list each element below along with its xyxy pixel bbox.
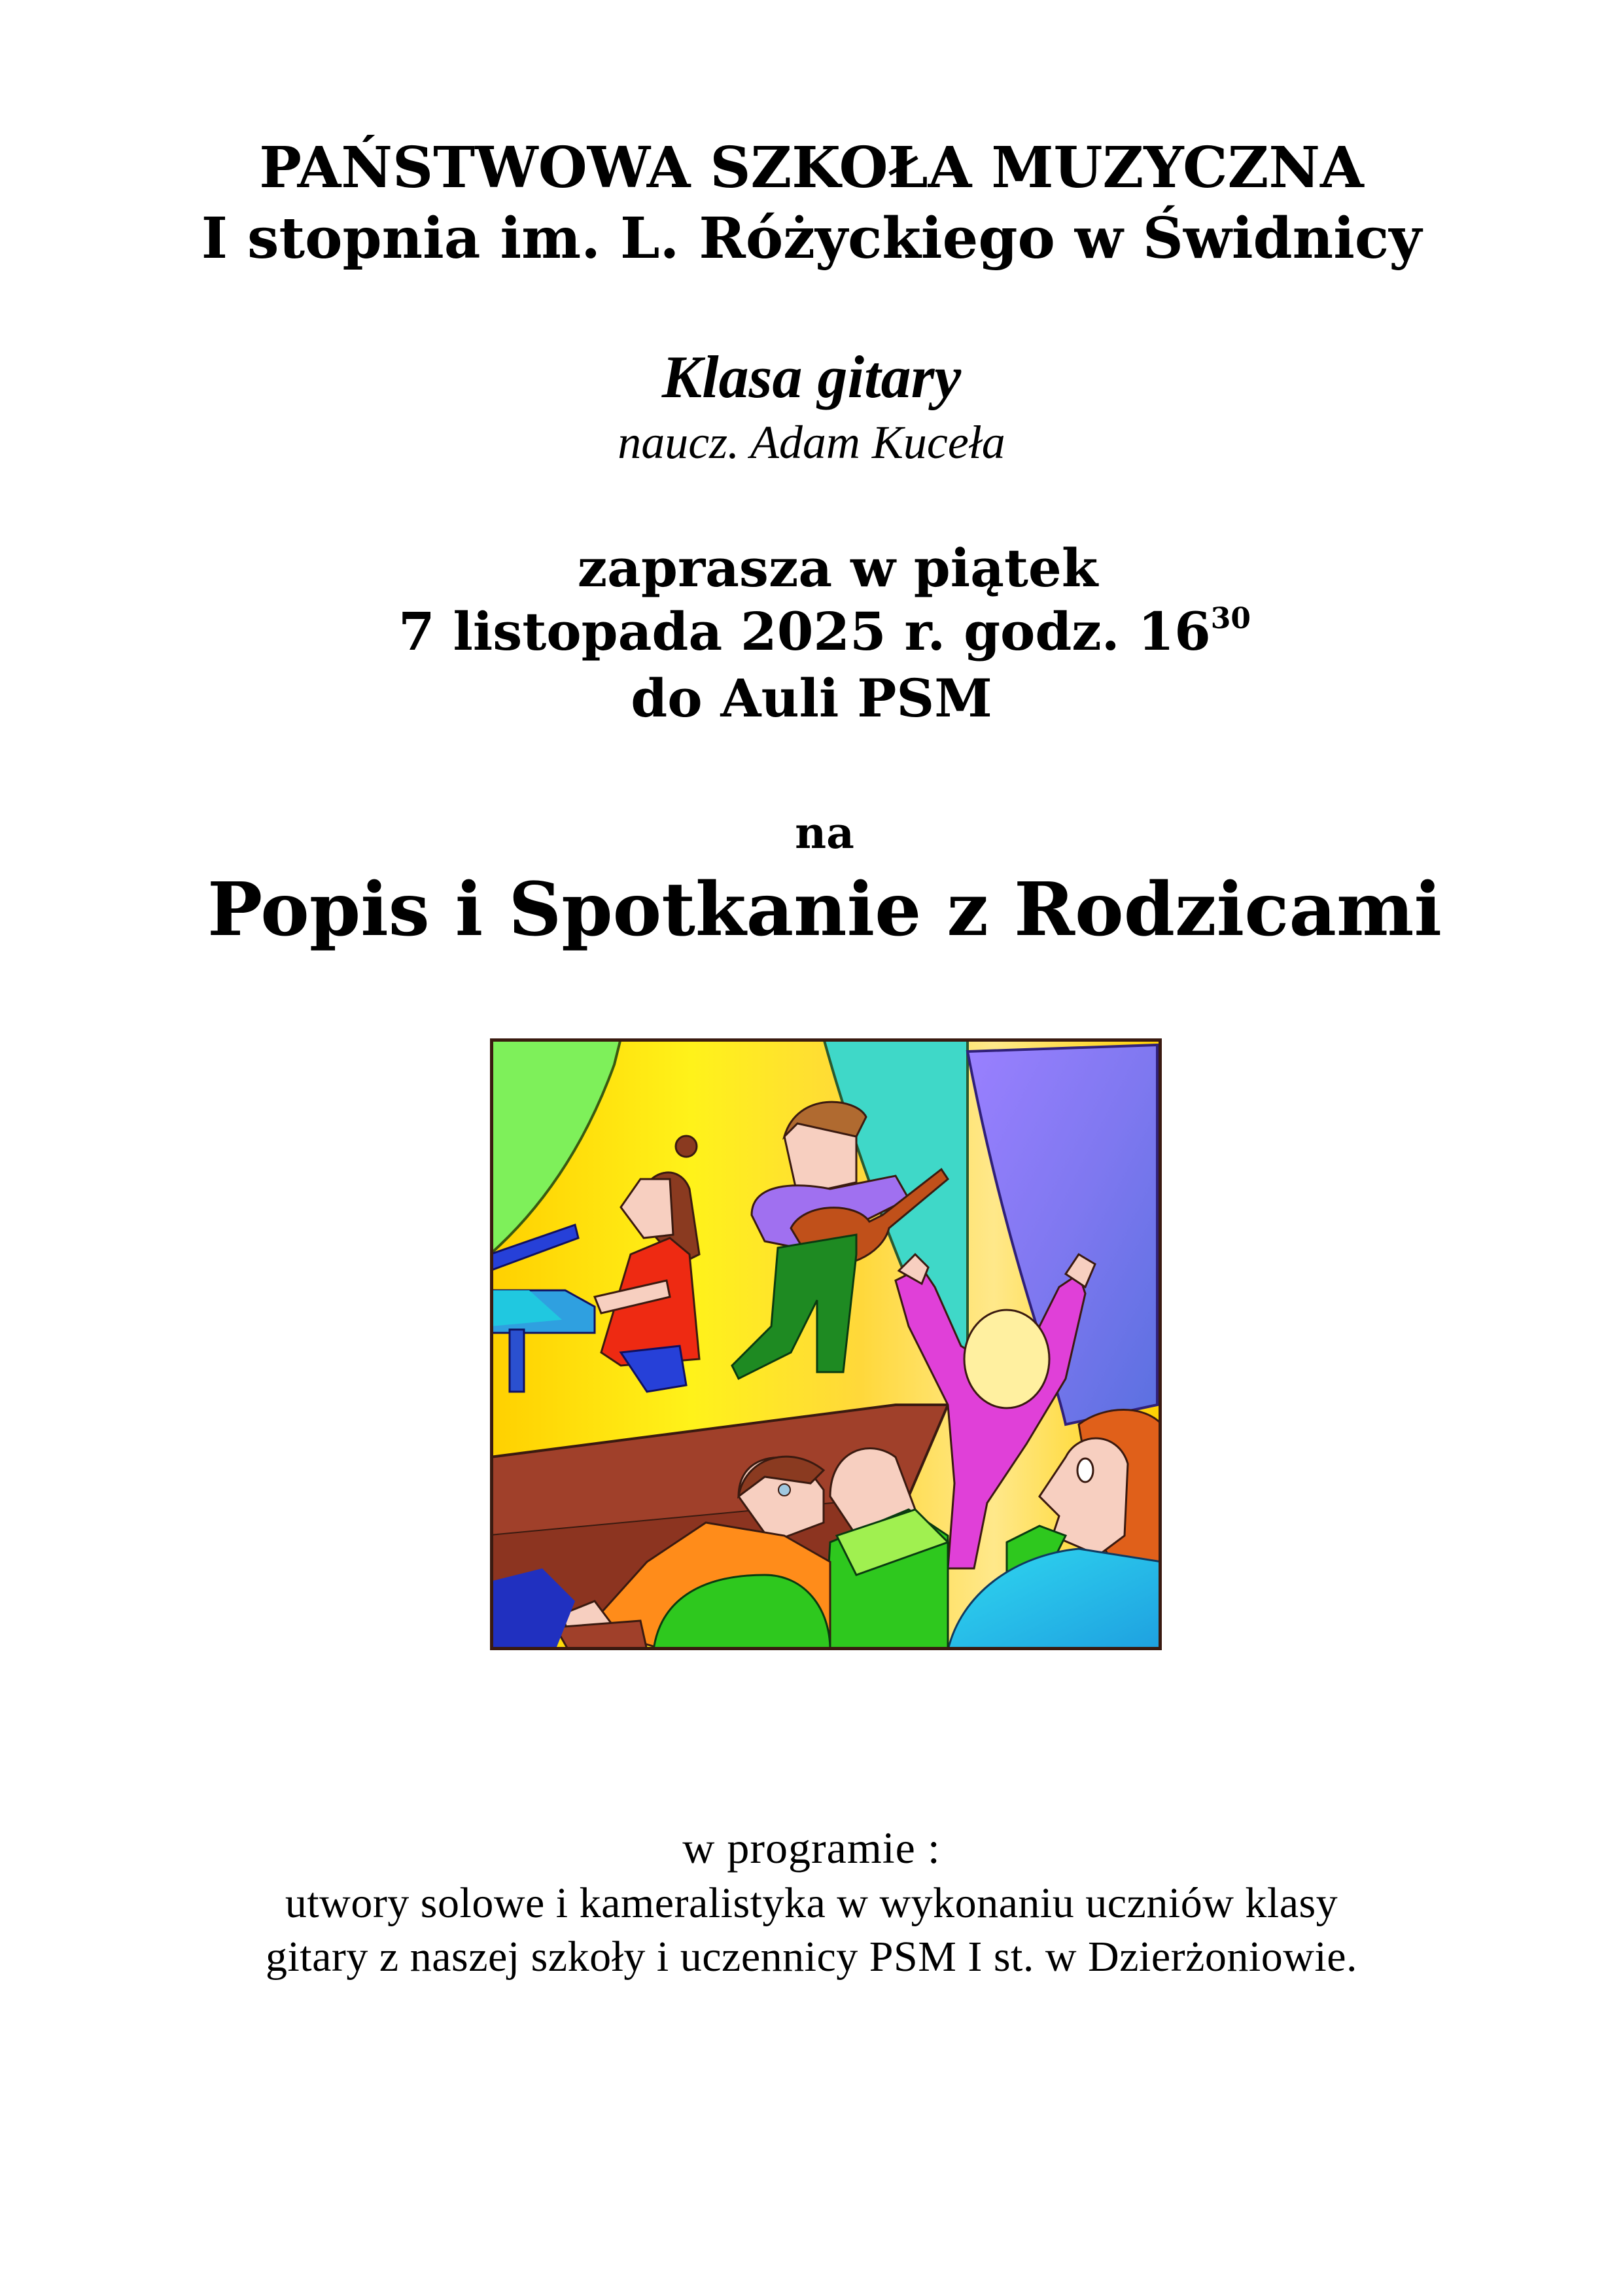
date-text: 7 listopada 2025 r. godz. 16 — [398, 601, 1211, 662]
invitation-date-time — [13, 601, 1623, 662]
time-minutes: 30 — [1210, 602, 1251, 635]
invitation-day: zaprasza w piątek — [577, 537, 1098, 599]
school-name-line-1: PAŃSTWOWA SZKOŁA MUZYCZNA — [259, 135, 1364, 201]
class-name: Klasa gitary — [661, 344, 962, 410]
program-heading: w programie : — [682, 1823, 941, 1873]
program-description-line-2: gitary z naszej szkoły i uczennicy PSM I st. w Dzierżoniowie. — [265, 1933, 1358, 1981]
concert-illustration — [490, 1038, 1162, 1650]
program-description-line-1: utwory solowe i kameralistyka w wykonaniu uczniów klasy — [285, 1879, 1338, 1927]
event-title: Popis i Spotkanie z Rodzicami — [207, 867, 1442, 953]
invitation-venue: do Auli PSM — [631, 667, 992, 729]
teacher-name: naucz. Adam Kuceła — [618, 416, 1005, 468]
school-name-line-2: I stopnia im. L. Różyckiego w Świdnicy — [201, 205, 1422, 272]
event-preposition: na — [795, 807, 854, 858]
